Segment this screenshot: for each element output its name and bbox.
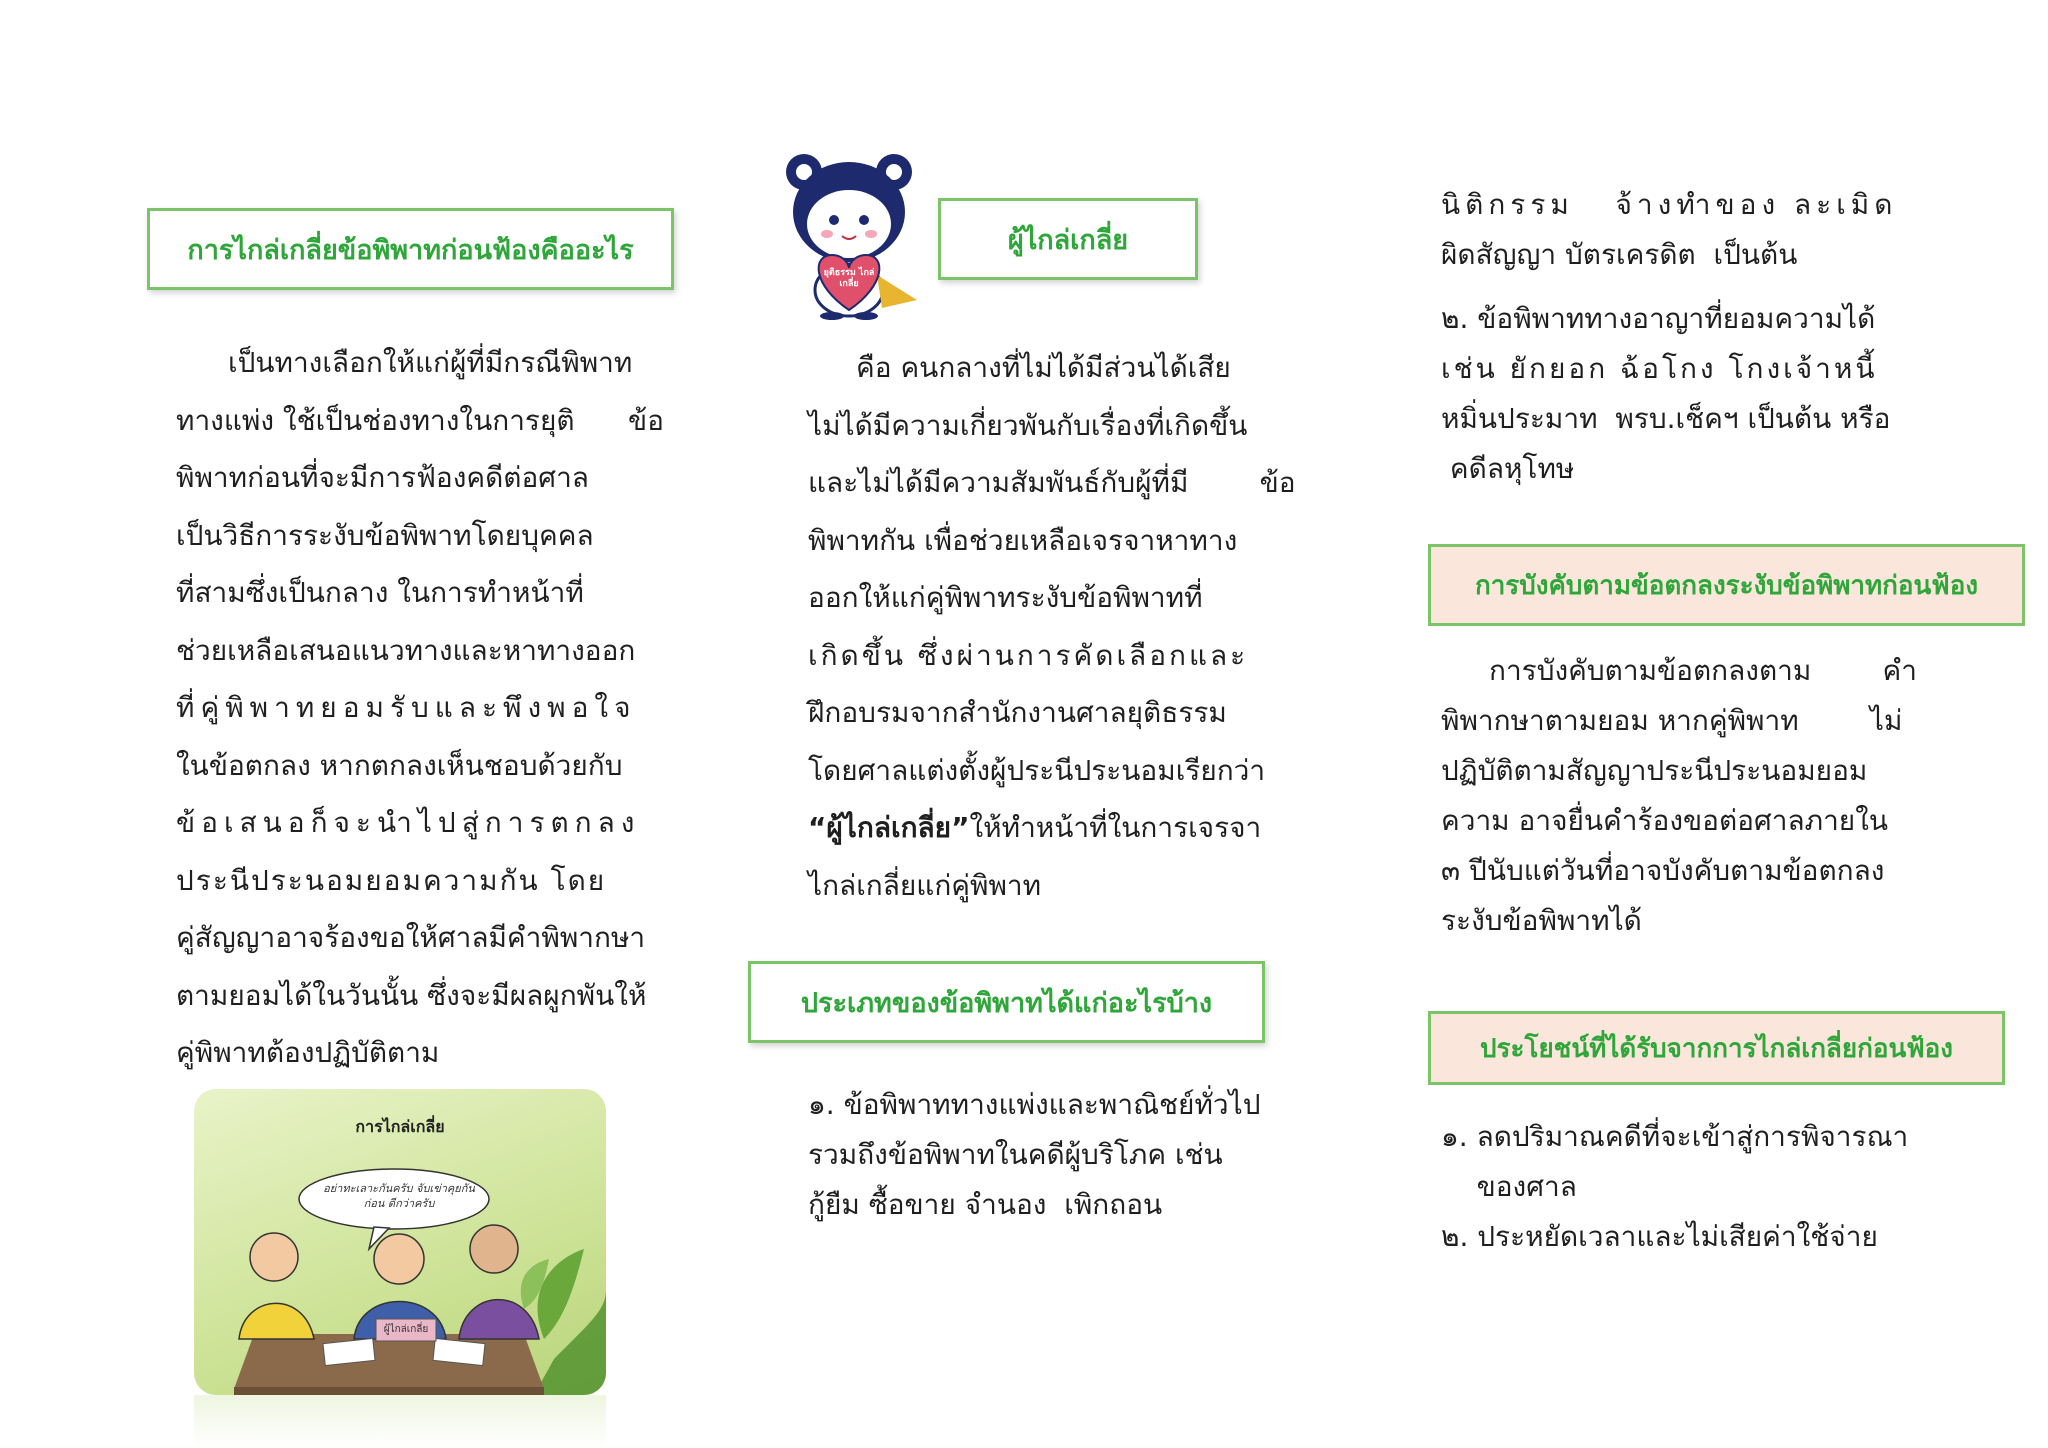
illustration-reflection bbox=[194, 1395, 606, 1448]
list-line: รวมถึงข้อพิพาทในคดีผู้บริโภค เช่น bbox=[808, 1138, 1223, 1171]
paragraph-line: ช่วยเหลือเสนอแนวทางและหาทางออก bbox=[176, 633, 636, 667]
paragraph-line: ออกให้แก่คู่พิพาทระงับข้อพิพาทที่ bbox=[808, 581, 1203, 614]
paragraph-line: เกิดขึ้น ซึ่งผ่านการคัดเลือกและ bbox=[808, 638, 1249, 672]
paragraph-line: พิพากษาตามยอม หากคู่พิพาท ไม่ bbox=[1441, 704, 1903, 737]
list-line: กู้ยืม ซื้อขาย จำนอง เพิกถอน bbox=[808, 1188, 1163, 1221]
list-line: เช่น ยักยอก ฉ้อโกง โกงเจ้าหนี้ bbox=[1441, 352, 1878, 385]
paragraph-line: ตามยอมได้ในวันนั้น ซึ่งจะมีผลผูกพันให้ bbox=[176, 978, 647, 1012]
paragraph-line: ไกล่เกลี่ยแก่คู่พิพาท bbox=[808, 868, 1042, 902]
list-line: ๒. ข้อพิพาททางอาญาที่ยอมความได้ bbox=[1441, 302, 1876, 335]
list-line: ผิดสัญญา บัตรเครดิต เป็นต้น bbox=[1441, 238, 1798, 271]
list-line: นิติกรรม จ้างทำของ ละเมิด bbox=[1441, 188, 1898, 221]
heading-benefits-text: ประโยชน์ที่ได้รับจากการไกล่เกลี่ยก่อนฟ้อง bbox=[1480, 1033, 1953, 1064]
mediator-term: “ผู้ไกล่เกลี่ย” bbox=[808, 811, 970, 844]
heading-mediator-text: ผู้ไกล่เกลี่ย bbox=[1007, 224, 1129, 256]
list-line: คดีลหุโทษ bbox=[1441, 452, 1575, 485]
heading-enforcement bbox=[1428, 544, 2025, 626]
illustration-table-sign: ผู้ไกล่เกลี่ย bbox=[383, 1324, 429, 1335]
paragraph-line: ฝึกอบรมจากสำนักงานศาลยุติธรรม bbox=[808, 696, 1227, 729]
paragraph-line: ประนีประนอมยอมความกัน โดย bbox=[176, 863, 607, 897]
paragraph-line: ทางแพ่ง ใช้เป็นช่องทางในการยุติ ข้อ bbox=[176, 403, 664, 437]
illustration-drawing bbox=[194, 1089, 606, 1395]
dispute-types-list bbox=[808, 1080, 1278, 1230]
benefit-item: ๑. ลดปริมาณคดีที่จะเข้าสู่การพิจารณา bbox=[1441, 1120, 1909, 1153]
paragraph-line: พิพาทกัน เพื่อช่วยเหลือเจรจาหาทาง bbox=[808, 523, 1238, 557]
list-line: หมิ่นประมาท พรบ.เช็คฯ เป็นต้น หรือ bbox=[1441, 402, 1891, 435]
mediator-paragraph bbox=[808, 339, 1296, 914]
list-line: ๑. ข้อพิพาททางแพ่งและพาณิชย์ทั่วไป bbox=[808, 1088, 1261, 1121]
paragraph-line: คู่พิพาทต้องปฏิบัติตาม bbox=[176, 1036, 440, 1069]
heading-what-is-mediation-text: การไกล่เกลี่ยข้อพิพาทก่อนฟ้องคืออะไร bbox=[187, 234, 634, 266]
paragraph-line: ในข้อตกลง หากตกลงเห็นชอบด้วยกับ bbox=[176, 748, 623, 782]
paragraph-line: และไม่ได้มีความสัมพันธ์กับผู้ที่มี ข้อ bbox=[808, 466, 1296, 499]
paragraph-line: เป็นวิธีการระงับข้อพิพาทโดยบุคคล bbox=[176, 518, 594, 552]
heading-what-is-mediation bbox=[147, 208, 674, 290]
mascot-bear-icon bbox=[782, 150, 922, 320]
benefits-list bbox=[1441, 1112, 1911, 1262]
paragraph-line: ๓ ปีนับแต่วันที่อาจบังคับตามข้อตกลง bbox=[1441, 854, 1885, 887]
paragraph-line: ไม่ได้มีความเกี่ยวพันกับเรื่องที่เกิดขึ้น bbox=[808, 408, 1248, 442]
benefit-item: ของศาล bbox=[1441, 1170, 1577, 1203]
paragraph-line: พิพาทก่อนที่จะมีการฟ้องคดีต่อศาล bbox=[176, 461, 589, 494]
heading-benefits bbox=[1428, 1011, 2005, 1085]
illustration-speech: อย่าทะเลาะกันครับ จับเข่าคุยกันก่อน ดีกว่าครับ bbox=[323, 1182, 475, 1210]
paragraph-line: ระงับข้อพิพาทได้ bbox=[1441, 904, 1642, 937]
paragraph-line: ที่คู่พิพาทยอมรับและพึงพอใจ bbox=[176, 691, 637, 724]
paragraph-line: โดยศาลแต่งตั้งผู้ประนีประนอมเรียกว่า bbox=[808, 753, 1266, 787]
heading-dispute-types-text: ประเภทของข้อพิพาทได้แก่อะไรบ้าง bbox=[800, 987, 1213, 1019]
illustration-title: การไกล่เกลี่ย bbox=[355, 1117, 445, 1136]
paragraph-line: การบังคับตามข้อตกลงตาม คำ bbox=[1489, 654, 1917, 687]
paragraph-line: เป็นทางเลือกให้แก่ผู้ที่มีกรณีพิพาท bbox=[228, 346, 633, 379]
paragraph-line: คู่สัญญาอาจร้องขอให้ศาลมีคำพิพากษา bbox=[176, 921, 646, 954]
paragraph-line: ที่สามซึ่งเป็นกลาง ในการทำหน้าที่ bbox=[176, 576, 584, 609]
benefit-item: ๒. ประหยัดเวลาและไม่เสียค่าใช้จ่าย bbox=[1441, 1220, 1878, 1253]
what-is-mediation-paragraph bbox=[176, 334, 664, 1082]
enforcement-paragraph bbox=[1441, 646, 1917, 946]
heading-enforcement-text: การบังคับตามข้อตกลงระงับข้อพิพาทก่อนฟ้อง bbox=[1474, 570, 1979, 601]
mediation-illustration bbox=[194, 1089, 606, 1395]
paragraph-line: ความ อาจยื่นคำร้องขอต่อศาลภายใน bbox=[1441, 804, 1889, 837]
paragraph-line: คือ คนกลางที่ไม่ได้มีส่วนได้เสีย bbox=[856, 351, 1231, 384]
paragraph-line: ปฏิบัติตามสัญญาประนีประนอมยอม bbox=[1441, 754, 1868, 787]
paragraph-line: ข้อเสนอก็จะนำไปสู่การตกลง bbox=[176, 806, 641, 839]
heading-dispute-types bbox=[748, 961, 1265, 1043]
dispute-types-continued bbox=[1441, 180, 1911, 494]
mediator-term-rest: ให้ทำหน้าที่ในการเจรจา bbox=[969, 811, 1262, 844]
mascot-badge-text: ยุติธรรม ไกล่เกลี่ย bbox=[823, 268, 875, 289]
heading-mediator bbox=[938, 198, 1198, 280]
paragraph-line bbox=[808, 799, 1264, 857]
